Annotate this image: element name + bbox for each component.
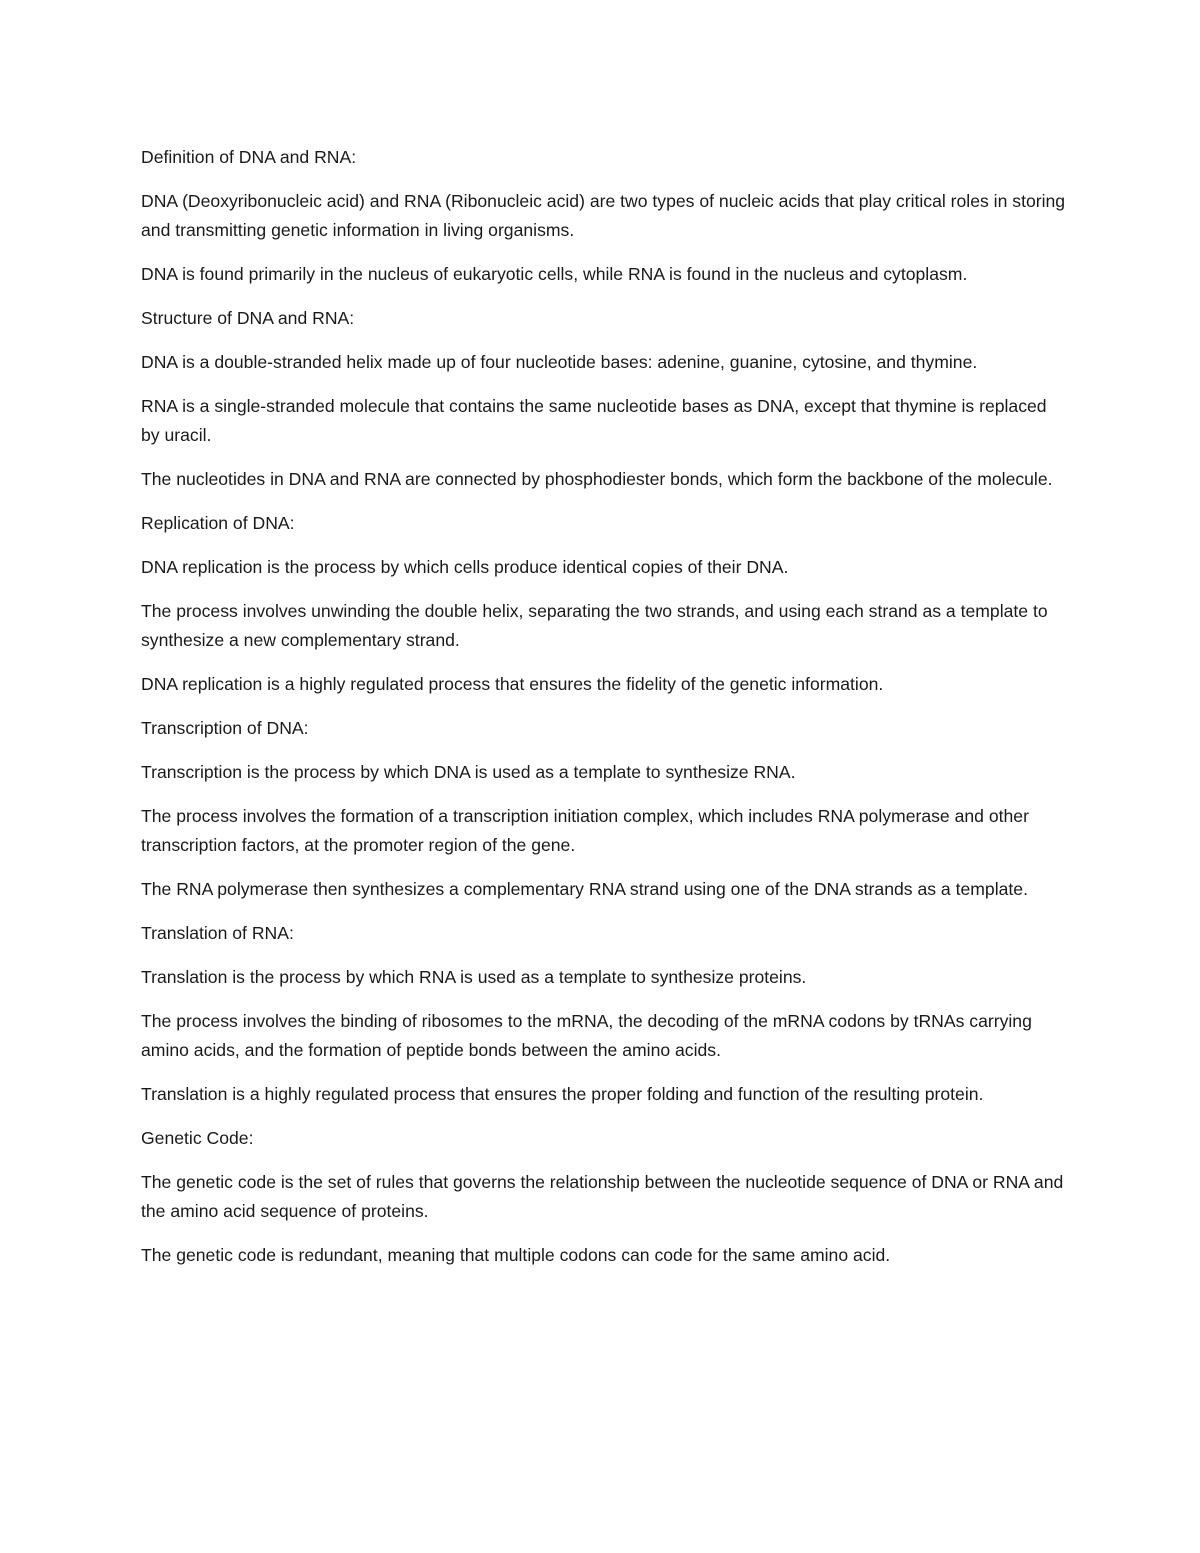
paragraph: DNA is a double-stranded helix made up of four nucleotide bases: adenine, guanine, cytosine, and thymine. xyxy=(141,352,978,372)
paragraph: The genetic code is the set of rules that governs the relationship between the nucleotide sequence of DNA or RNA and the amino acid sequence of proteins. xyxy=(141,1172,1064,1221)
paragraph: DNA replication is a highly regulated process that ensures the fidelity of the genetic information. xyxy=(141,674,884,694)
paragraph: Translation is the process by which RNA is used as a template to synthesize proteins. xyxy=(141,967,807,987)
paragraph: The process involves unwinding the double helix, separating the two strands, and using each strand as a template to synthesize a new complementary strand. xyxy=(141,601,1048,650)
paragraph: DNA replication is the process by which cells produce identical copies of their DNA. xyxy=(141,557,789,577)
section-heading-transcription: Transcription of DNA: xyxy=(141,718,309,738)
paragraph: Translation is a highly regulated process that ensures the proper folding and function of the resulting protein. xyxy=(141,1084,984,1104)
paragraph: The nucleotides in DNA and RNA are connected by phosphodiester bonds, which form the backbone of the molecule. xyxy=(141,469,1053,489)
paragraph: DNA is found primarily in the nucleus of eukaryotic cells, while RNA is found in the nucleus and cytoplasm. xyxy=(141,264,968,284)
paragraph: The RNA polymerase then synthesizes a complementary RNA strand using one of the DNA strands as a template. xyxy=(141,879,1028,899)
paragraph: RNA is a single-stranded molecule that contains the same nucleotide bases as DNA, except that thymine is replaced by uracil. xyxy=(141,396,1047,445)
section-heading-replication: Replication of DNA: xyxy=(141,513,295,533)
paragraph: DNA (Deoxyribonucleic acid) and RNA (Ribonucleic acid) are two types of nucleic acids that play critical roles in storing and transmitting genetic information in living organisms. xyxy=(141,191,1066,240)
section-heading-genetic-code: Genetic Code: xyxy=(141,1128,254,1148)
paragraph: The genetic code is redundant, meaning that multiple codons can code for the same amino acid. xyxy=(141,1245,891,1265)
section-heading-structure: Structure of DNA and RNA: xyxy=(141,308,355,328)
document-body xyxy=(141,143,1066,1285)
section-heading-definition: Definition of DNA and RNA: xyxy=(141,147,357,167)
paragraph: The process involves the formation of a transcription initiation complex, which includes RNA polymerase and other transcription factors, at the promoter region of the gene. xyxy=(141,806,1029,855)
paragraph: Transcription is the process by which DNA is used as a template to synthesize RNA. xyxy=(141,762,796,782)
paragraph: The process involves the binding of ribosomes to the mRNA, the decoding of the mRNA codons by tRNAs carrying amino acids, and the formation of peptide bonds between the amino acids. xyxy=(141,1011,1032,1060)
section-heading-translation: Translation of RNA: xyxy=(141,923,294,943)
